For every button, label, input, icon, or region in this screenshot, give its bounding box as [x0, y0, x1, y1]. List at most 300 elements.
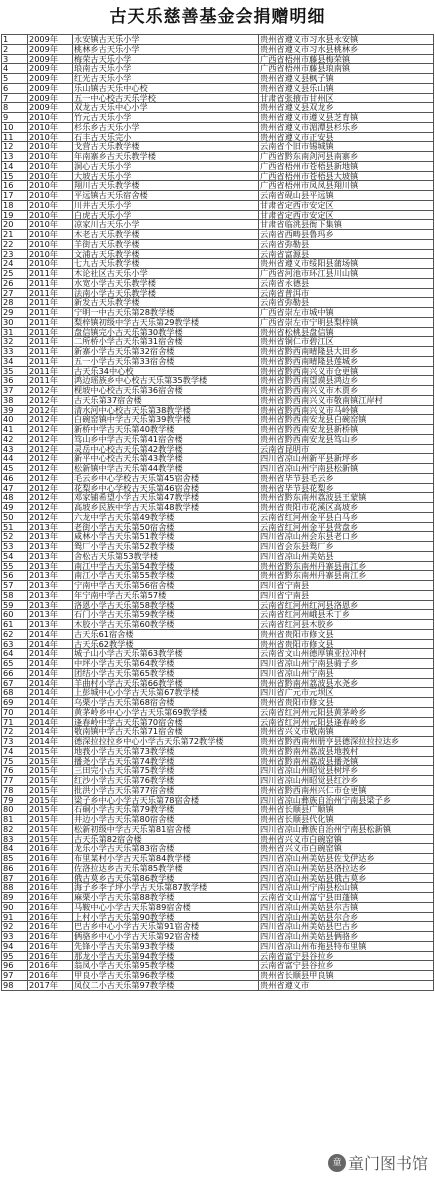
- table-row: [2, 513, 434, 523]
- table-row: [2, 854, 434, 864]
- school-name: 古天乐34中心校: [73, 367, 259, 377]
- row-year: 2013年: [28, 532, 73, 542]
- school-name: 城子山小学古天乐第63教学楼: [73, 649, 259, 659]
- school-name: 南江小学古天乐第55教学楼: [73, 571, 259, 581]
- row-index: 55: [2, 562, 28, 572]
- school-name: 灵岳中心校古天乐第42教学楼: [73, 445, 259, 455]
- row-index: 19: [2, 211, 28, 221]
- table-row: [2, 289, 434, 299]
- row-year: 2010年: [28, 230, 73, 240]
- school-name: 古天乐第82宿舍楼: [73, 835, 259, 845]
- school-address: 贵州省铜仁市碧江区: [259, 337, 434, 347]
- school-name: 批洪小学古天乐第77宿舍楼: [73, 786, 259, 796]
- school-name: 木胶小学古天乐第60教学楼: [73, 620, 259, 630]
- table-row: [2, 230, 434, 240]
- school-name: 石硐小学古天乐第79教学楼: [73, 805, 259, 815]
- school-address: 四川省凉山州美姑县佐戈伊达乡: [259, 854, 434, 864]
- row-index: 60: [2, 610, 28, 620]
- school-address: 贵州省遵义县乐山镇: [259, 84, 434, 94]
- school-address: 四川省凉山州昭觉县树坪乡: [259, 766, 434, 776]
- table-row: [2, 659, 434, 669]
- school-name: 花梨乡中心学校古天乐第46宿舍楼: [73, 484, 259, 494]
- row-year: 2012年: [28, 464, 73, 474]
- row-year: 2010年: [28, 162, 73, 172]
- school-name: 文浦古天乐教学楼: [73, 250, 259, 260]
- row-year: 2015年: [28, 766, 73, 776]
- school-address: 贵州省黔西南望谟县鸿边乡: [259, 376, 434, 386]
- school-address: 云南省红河州元阳县黄茅岭乡: [259, 708, 434, 718]
- school-name: 年南寨乡古天乐教学楼: [73, 152, 259, 162]
- school-address: 贵州省遵义县双龙乡: [259, 103, 434, 113]
- row-year: 2010年: [28, 201, 73, 211]
- table-row: [2, 591, 434, 601]
- school-name: 古天乐61宿舍楼: [73, 630, 259, 640]
- row-year: 2013年: [28, 562, 73, 572]
- row-index: 91: [2, 913, 28, 923]
- row-year: 2012年: [28, 406, 73, 416]
- table-row: [2, 825, 434, 835]
- row-year: 2013年: [28, 601, 73, 611]
- school-address: 四川省凉山州宁南县松新镇: [259, 464, 434, 474]
- school-address: 四川省凉山州宁南县松山镇: [259, 883, 434, 893]
- row-year: 2012年: [28, 454, 73, 464]
- row-year: 2013年: [28, 591, 73, 601]
- school-name: 桃林乡古天乐小学: [73, 45, 259, 55]
- table-row: [2, 835, 434, 845]
- table-row: [2, 64, 434, 74]
- table-row: [2, 386, 434, 396]
- table-row: [2, 874, 434, 884]
- table-row: [2, 913, 434, 923]
- school-name: 松新初级中学古天乐第81宿舍楼: [73, 825, 259, 835]
- row-index: 48: [2, 493, 28, 503]
- row-index: 83: [2, 835, 28, 845]
- table-row: [2, 45, 434, 55]
- row-index: 79: [2, 796, 28, 806]
- donation-table: [1, 34, 434, 991]
- school-address: 云南省文山州富宁县田蓬镇: [259, 893, 434, 903]
- table-row: [2, 727, 434, 737]
- school-name: 新平中心校古天乐第43教学楼: [73, 454, 259, 464]
- school-address: 云南省红河州峨县禾丁乡: [259, 610, 434, 620]
- table-row: [2, 922, 434, 932]
- table-row: [2, 961, 434, 971]
- row-index: 1: [2, 35, 28, 45]
- school-name: 平远镇古天乐宿舍楼: [73, 191, 259, 201]
- row-year: 2011年: [28, 357, 73, 367]
- school-address: 四川省凉山州美姑县俄古莫乡: [259, 874, 434, 884]
- row-index: 80: [2, 805, 28, 815]
- school-name: 团结小学古天乐第65教学楼: [73, 669, 259, 679]
- row-index: 40: [2, 415, 28, 425]
- school-address: 贵州省长顺县广顺镇: [259, 805, 434, 815]
- table-row: [2, 269, 434, 279]
- school-address: 贵州省贵阳市修文县: [259, 630, 434, 640]
- school-name: 洛恩小学古天乐第58教学楼: [73, 601, 259, 611]
- row-year: 2011年: [28, 367, 73, 377]
- row-index: 13: [2, 152, 28, 162]
- row-year: 2015年: [28, 825, 73, 835]
- row-index: 15: [2, 172, 28, 182]
- row-index: 42: [2, 435, 28, 445]
- school-name: 南江中学古天乐第54教学楼: [73, 562, 259, 572]
- row-year: 2016年: [28, 903, 73, 913]
- table-row: [2, 688, 434, 698]
- row-year: 2009年: [28, 64, 73, 74]
- table-row: [2, 581, 434, 591]
- row-index: 21: [2, 230, 28, 240]
- row-year: 2012年: [28, 484, 73, 494]
- row-year: 2012年: [28, 415, 73, 425]
- row-index: 10: [2, 123, 28, 133]
- table-row: [2, 503, 434, 513]
- row-year: 2014年: [28, 727, 73, 737]
- school-address: 四川省凉山州会东县老口乡: [259, 532, 434, 542]
- school-name: 黄茅岭乡中心小学古天乐第69教学楼: [73, 708, 259, 718]
- school-address: 云南省砚山县平远镇: [259, 191, 434, 201]
- school-name: 法南小学古天乐教学楼: [73, 289, 259, 299]
- row-index: 72: [2, 727, 28, 737]
- row-year: 2014年: [28, 659, 73, 669]
- table-row: [2, 971, 434, 981]
- school-name: 川井古天乐小学: [73, 201, 259, 211]
- school-name: 古天乐62教学楼: [73, 640, 259, 650]
- school-address: 云南省富宁县谷拉乡: [259, 961, 434, 971]
- row-year: 2017年: [28, 981, 73, 991]
- school-name: 高坡乡民族中学古天乐第48教学楼: [73, 503, 259, 513]
- school-name: 上彭城中心小学古天乐第67教学楼: [73, 688, 259, 698]
- school-address: 广西省梧州市苍梧县新地镇: [259, 162, 434, 172]
- row-index: 34: [2, 357, 28, 367]
- school-address: 贵州省兴义市白碗窑镇: [259, 835, 434, 845]
- row-year: 2016年: [28, 913, 73, 923]
- row-year: 2015年: [28, 776, 73, 786]
- row-index: 85: [2, 854, 28, 864]
- row-year: 2016年: [28, 854, 73, 864]
- row-index: 7: [2, 94, 28, 104]
- school-address: 贵州省黔东南州荔波县王蒙镇: [259, 493, 434, 503]
- school-name: 六龙中学古天乐第49教学楼: [73, 513, 259, 523]
- school-name: 舍松古天乐第53教学楼: [73, 552, 259, 562]
- school-address: 贵州省黔西南安龙县白碗窑镇: [259, 415, 434, 425]
- table-row: [2, 240, 434, 250]
- school-address: 四川省凉山州美姑县: [259, 552, 434, 562]
- row-year: 2015年: [28, 805, 73, 815]
- table-row: [2, 474, 434, 484]
- row-index: 22: [2, 240, 28, 250]
- row-index: 62: [2, 630, 28, 640]
- table-row: [2, 367, 434, 377]
- row-index: 43: [2, 445, 28, 455]
- school-address: 贵州省黔西南州册亨县德深拉拉拉达乡: [259, 737, 434, 747]
- table-row: [2, 952, 434, 962]
- row-index: 74: [2, 747, 28, 757]
- row-index: 4: [2, 64, 28, 74]
- row-index: 17: [2, 191, 28, 201]
- school-name: 布里某村小学古天乐第84教学楼: [73, 854, 259, 864]
- school-name: 琅南古天乐小学: [73, 64, 259, 74]
- row-year: 2014年: [28, 649, 73, 659]
- school-address: 甘肃省张掖市甘州区: [259, 94, 434, 104]
- row-index: 89: [2, 893, 28, 903]
- row-index: 44: [2, 454, 28, 464]
- school-address: 贵州省黔西南兴义市敬南镇江岸村: [259, 396, 434, 406]
- school-name: 翔川古天乐教学楼: [73, 181, 259, 191]
- row-index: 20: [2, 220, 28, 230]
- school-address: 贵州省遵义县枫子镇: [259, 74, 434, 84]
- row-year: 2012年: [28, 435, 73, 445]
- school-address: 广西省黔东南剑河县南寨乡: [259, 152, 434, 162]
- row-year: 2010年: [28, 133, 73, 143]
- table-row: [2, 708, 434, 718]
- school-address: 四川省凉山州美姑县洛拉达乡: [259, 864, 434, 874]
- table-row: [2, 259, 434, 269]
- school-name: 戈营古天乐教学楼: [73, 142, 259, 152]
- row-index: 2: [2, 45, 28, 55]
- row-year: 2010年: [28, 152, 73, 162]
- row-index: 46: [2, 474, 28, 484]
- table-row: [2, 74, 434, 84]
- school-address: 贵州省黔南州荔波县水尧乡: [259, 679, 434, 689]
- table-row: [2, 815, 434, 825]
- row-index: 45: [2, 464, 28, 474]
- row-index: 96: [2, 961, 28, 971]
- row-index: 94: [2, 942, 28, 952]
- table-row: [2, 776, 434, 786]
- row-year: 2010年: [28, 259, 73, 269]
- school-name: 白碗窑镇中学古天乐第39教学楼: [73, 415, 259, 425]
- row-index: 68: [2, 688, 28, 698]
- school-name: 大坡古天乐小学: [73, 172, 259, 182]
- school-address: 贵州省长顺县甲良镇: [259, 971, 434, 981]
- row-year: 2014年: [28, 718, 73, 728]
- table-row: [2, 620, 434, 630]
- school-address: 贵州省黔东南州丹寨县南江乡: [259, 562, 434, 572]
- school-address: 贵州省长顺县代化镇: [259, 815, 434, 825]
- row-index: 12: [2, 142, 28, 152]
- school-name: 那龙小学古天乐第94教学楼: [73, 952, 259, 962]
- table-row: [2, 103, 434, 113]
- row-year: 2012年: [28, 474, 73, 484]
- row-index: 50: [2, 513, 28, 523]
- school-name: 白虎古天乐小学: [73, 211, 259, 221]
- school-address: 贵州省黔西南晴隆县大田乡: [259, 347, 434, 357]
- school-address: 四川省会东县鸳厂乡: [259, 542, 434, 552]
- school-name: 巴古乡中心小学古天乐第91宿舍楼: [73, 922, 259, 932]
- table-row: [2, 347, 434, 357]
- school-address: 四川省凉山彝族自治州宁南县梁子乡: [259, 796, 434, 806]
- table-row: [2, 796, 434, 806]
- row-year: 2013年: [28, 620, 73, 630]
- row-index: 52: [2, 532, 28, 542]
- row-index: 59: [2, 601, 28, 611]
- row-index: 70: [2, 708, 28, 718]
- school-address: 四川省凉山州新平县新坪乡: [259, 454, 434, 464]
- row-year: 2010年: [28, 113, 73, 123]
- school-name: 凉家川古天乐小学: [73, 220, 259, 230]
- row-year: 2011年: [28, 289, 73, 299]
- school-name: 羊曲村小学古天乐第66教学楼: [73, 679, 259, 689]
- row-year: 2012年: [28, 493, 73, 503]
- table-row: [2, 542, 434, 552]
- school-address: 广西省河池市环江县川山镇: [259, 269, 434, 279]
- row-year: 2015年: [28, 747, 73, 757]
- table-row: [2, 883, 434, 893]
- table-row: [2, 201, 434, 211]
- school-address: 贵州省黔西南晴隆县莲城乡: [259, 357, 434, 367]
- school-address: 广西省梧州市藤县梅荣镇: [259, 55, 434, 65]
- row-index: 54: [2, 552, 28, 562]
- row-year: 2015年: [28, 796, 73, 806]
- row-index: 76: [2, 766, 28, 776]
- school-address: 云南省永德县: [259, 279, 434, 289]
- table-row: [2, 94, 434, 104]
- school-address: 云南省富宁县谷拉乡: [259, 952, 434, 962]
- school-address: 四川省凉山州昭觉县红沙乡: [259, 776, 434, 786]
- school-address: 四川省凉山州宁南县: [259, 669, 434, 679]
- page-title: 古天乐慈善基金会捐赠明细: [109, 7, 326, 27]
- table-row: [2, 601, 434, 611]
- row-year: 2011年: [28, 298, 73, 308]
- school-address: 云南省红河州红河县洛恩乡: [259, 601, 434, 611]
- school-name: 红沙小学古天乐第76教学楼: [73, 776, 259, 786]
- school-name: 逢春岭中学古天乐第70宿舍楼: [73, 718, 259, 728]
- row-index: 56: [2, 571, 28, 581]
- row-year: 2016年: [28, 961, 73, 971]
- table-row: [2, 864, 434, 874]
- school-name: 宁南中学古天乐第56宿舍楼: [73, 581, 259, 591]
- row-year: 2009年: [28, 84, 73, 94]
- school-address: 贵州省兴义市白碗窑镇: [259, 844, 434, 854]
- row-index: 65: [2, 659, 28, 669]
- row-index: 66: [2, 669, 28, 679]
- school-address: 云南省普洱市: [259, 289, 434, 299]
- school-name: 梨梓镇初级中学古天乐第29教学楼: [73, 318, 259, 328]
- school-address: 贵州省黔西南兴义市木贾乡: [259, 386, 434, 396]
- row-year: 2013年: [28, 581, 73, 591]
- school-name: 松新镇中学古天乐第44教学楼: [73, 464, 259, 474]
- school-address: 贵州省黔西南兴义市仓更镇: [259, 367, 434, 377]
- table-row: [2, 981, 434, 991]
- row-year: 2012年: [28, 445, 73, 455]
- school-name: 老街小学古天乐第50宿舍楼: [73, 523, 259, 533]
- school-name: 二所桥小学古天乐第31宿舍楼: [73, 337, 259, 347]
- school-address: 贵州省毕节县毛云乡: [259, 474, 434, 484]
- row-year: 2013年: [28, 552, 73, 562]
- school-name: 宁明一中古天乐第28教学楼: [73, 308, 259, 318]
- row-index: 3: [2, 55, 28, 65]
- row-year: 2016年: [28, 971, 73, 981]
- school-address: 云南省个旧市锡城镇: [259, 142, 434, 152]
- table-row: [2, 786, 434, 796]
- table-row: [2, 698, 434, 708]
- table-row: [2, 123, 434, 133]
- row-year: 2011年: [28, 318, 73, 328]
- row-year: 2016年: [28, 942, 73, 952]
- row-year: 2012年: [28, 513, 73, 523]
- table-row: [2, 484, 434, 494]
- table-row: [2, 211, 434, 221]
- table-row: [2, 396, 434, 406]
- row-index: 82: [2, 825, 28, 835]
- school-name: 乐山镇古天乐中心校: [73, 84, 259, 94]
- school-name: 德深拉拉拉乡中心小学古天乐第72教学楼: [73, 737, 259, 747]
- table-row: [2, 337, 434, 347]
- row-year: 2011年: [28, 328, 73, 338]
- school-name: 年宁南中学古天乐第57楼: [73, 591, 259, 601]
- school-name: 佐洛拉达乡古天乐第85教学楼: [73, 864, 259, 874]
- table-row: [2, 844, 434, 854]
- row-index: 84: [2, 844, 28, 854]
- row-year: 2016年: [28, 932, 73, 942]
- row-index: 71: [2, 718, 28, 728]
- school-name: 俩骆乡中心小学古天乐第92宿舍楼: [73, 932, 259, 942]
- school-name: 竹元古天乐小学: [73, 113, 259, 123]
- row-year: 2012年: [28, 425, 73, 435]
- row-year: 2015年: [28, 786, 73, 796]
- school-address: 四川省宁南县: [259, 581, 434, 591]
- row-index: 14: [2, 162, 28, 172]
- row-year: 2012年: [28, 386, 73, 396]
- row-year: 2009年: [28, 55, 73, 65]
- table-row: [2, 532, 434, 542]
- table-row: [2, 113, 434, 123]
- row-index: 90: [2, 903, 28, 913]
- school-address: 贵州省遵义市习水县桃林乡: [259, 45, 434, 55]
- table-row: [2, 610, 434, 620]
- school-address: 贵州省黔西南安龙县新桥镇: [259, 425, 434, 435]
- school-address: 贵州省贵阳市修文县: [259, 640, 434, 650]
- table-row: [2, 630, 434, 640]
- row-index: 67: [2, 679, 28, 689]
- school-name: 海子乡李子坪小学古天乐第87教学楼: [73, 883, 259, 893]
- school-address: 甘肃省临洮县衙下集镇: [259, 220, 434, 230]
- row-year: 2016年: [28, 922, 73, 932]
- table-row: [2, 133, 434, 143]
- row-year: 2012年: [28, 503, 73, 513]
- row-year: 2010年: [28, 211, 73, 221]
- table-row: [2, 279, 434, 289]
- school-address: 贵州省遵义市: [259, 981, 434, 991]
- school-address: 贵州省黔西南州兴仁市仓更镇: [259, 786, 434, 796]
- row-year: 2009年: [28, 35, 73, 45]
- row-index: 9: [2, 113, 28, 123]
- row-index: 33: [2, 347, 28, 357]
- school-address: 云南省弥勒县: [259, 240, 434, 250]
- school-name: 咸林小学古天乐第51教学楼: [73, 532, 259, 542]
- table-row: [2, 805, 434, 815]
- school-address: 贵州省毕节县花梨乡: [259, 484, 434, 494]
- school-address: 贵州省贵阳市花溪区高坡乡: [259, 503, 434, 513]
- school-name: 龙乐小学古天乐第83宿舍楼: [73, 844, 259, 854]
- row-index: 69: [2, 698, 28, 708]
- row-year: 2011年: [28, 269, 73, 279]
- school-name: 麻栗小学古天乐第88教学楼: [73, 893, 259, 903]
- row-index: 16: [2, 181, 28, 191]
- row-year: 2016年: [28, 864, 73, 874]
- row-year: 2014年: [28, 708, 73, 718]
- table-row: [2, 250, 434, 260]
- school-address: 云南省弥勒县: [259, 298, 434, 308]
- school-address: 贵州省黔西南安龙县笃山乡: [259, 435, 434, 445]
- school-address: 云南省西畴县鲁玛乡: [259, 230, 434, 240]
- row-year: 2011年: [28, 308, 73, 318]
- row-year: 2015年: [28, 815, 73, 825]
- school-name: 梅荣古天乐小学: [73, 55, 259, 65]
- school-address: 云南省红河县木胶乡: [259, 620, 434, 630]
- school-name: 红光古天乐小学: [73, 74, 259, 84]
- school-name: 石丰古天乐完小: [73, 133, 259, 143]
